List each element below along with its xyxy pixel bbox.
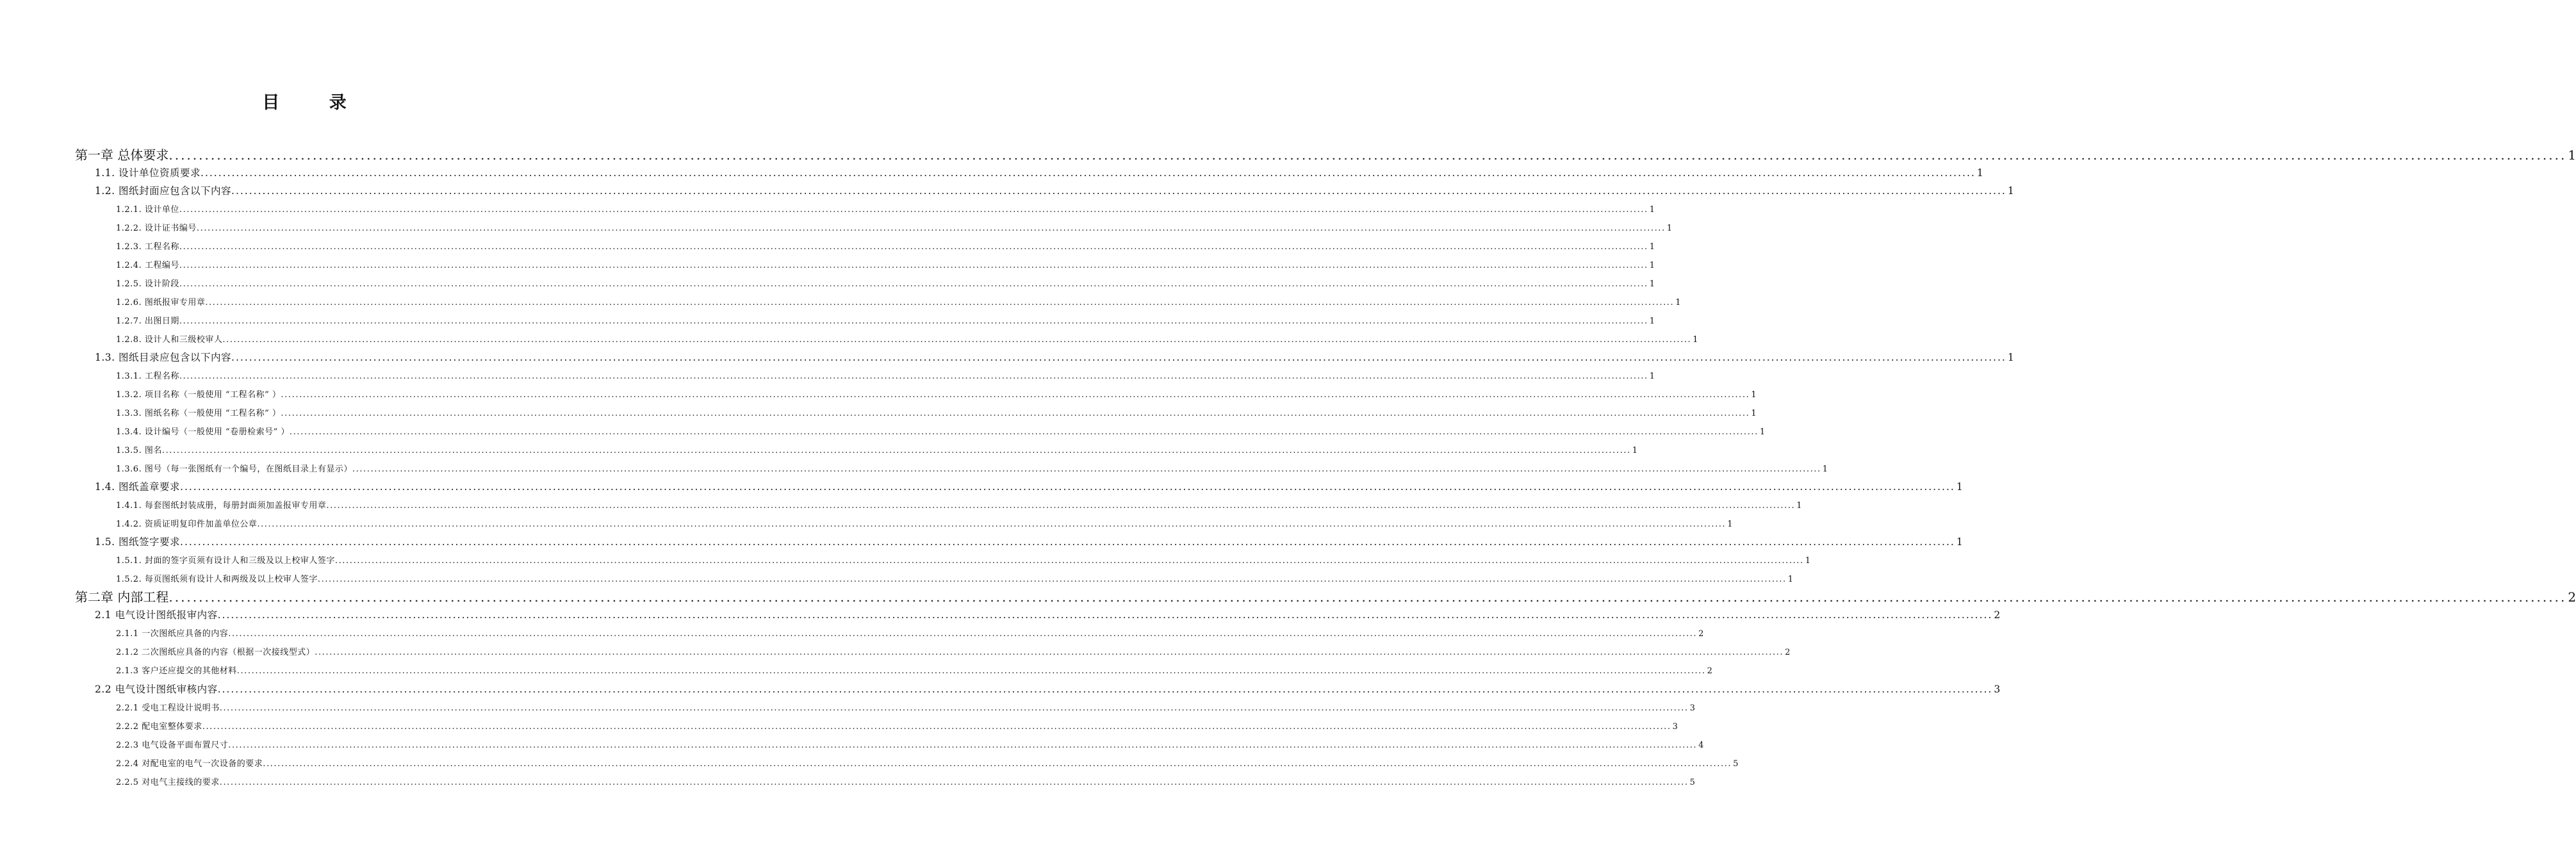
- toc-entry-label: 1.1. 设计单位资质要求: [95, 167, 201, 179]
- toc-leader-dots: ................................................................................................................................................................................................................................................................................................................................................................................................................: [222, 335, 1692, 345]
- toc-leader-dots: ................................................................................................................................................................................................................................................................................................................................................................................................................: [201, 167, 1976, 179]
- toc-entry-label: 2.2.4 对配电室的电气一次设备的要求: [116, 759, 263, 769]
- toc-entry-label: 1.2.7. 出图日期: [116, 316, 179, 326]
- toc-entry-label: 2.2.1 受电工程设计说明书: [116, 703, 220, 713]
- toc-entry[interactable]: [116, 388, 1757, 400]
- toc-leader-dots: ................................................................................................................................................................................................................................................................................................................................................................................................................: [289, 427, 1759, 437]
- toc-entry-label: 1.4.2. 资质证明复印件加盖单位公章: [116, 520, 258, 529]
- toc-entry-label: 1.4.1. 每套图纸封装成册，每册封面须加盖报审专用章: [116, 501, 327, 511]
- toc-entry-label: 1.5.1. 封面的签字页须有设计人和三级及以上校审人签字: [116, 556, 335, 566]
- toc-entry-label: 1.2.8. 设计人和三级校审人: [116, 335, 223, 345]
- toc-entry-page: 1: [1727, 520, 1734, 529]
- toc-leader-dots: ................................................................................................................................................................................................................................................................................................................................................................................................................: [202, 722, 1671, 732]
- toc-entry[interactable]: [116, 645, 1791, 658]
- toc-entry[interactable]: [116, 498, 1803, 511]
- toc-entry-label: 2.2.5 对电气主接线的要求: [116, 778, 220, 787]
- toc-entry[interactable]: [116, 369, 1655, 382]
- toc-entry[interactable]: [95, 534, 1964, 548]
- toc-entry-label: 1.4. 图纸盖章要求: [95, 481, 181, 493]
- toc-entry[interactable]: [116, 314, 1655, 327]
- toc-entry[interactable]: [116, 517, 1734, 530]
- toc-entry-page: 1: [1796, 501, 1803, 511]
- toc-entry-label: 1.2.2. 设计证书编号: [116, 224, 197, 233]
- toc-entry-page: 2: [2568, 589, 2576, 605]
- toc-entry-label: 第一章 总体要求: [75, 147, 169, 163]
- toc-leader-dots: ................................................................................................................................................................................................................................................................................................................................................................................................................: [326, 501, 1796, 511]
- toc-leader-dots: ................................................................................................................................................................................................................................................................................................................................................................................................................: [315, 648, 1784, 657]
- toc-entry-label: 1.3.2. 项目名称（一般使用 “工程名称” ）: [116, 390, 281, 400]
- toc-entry[interactable]: [116, 202, 1655, 215]
- toc-leader-dots: ................................................................................................................................................................................................................................................................................................................................................................................................................: [205, 298, 1675, 308]
- toc-entry[interactable]: [75, 587, 2576, 605]
- toc-leader-dots: ................................................................................................................................................................................................................................................................................................................................................................................................................: [179, 279, 1648, 289]
- toc-entry-page: 1: [1675, 298, 1682, 308]
- toc-leader-dots: ................................................................................................................................................................................................................................................................................................................................................................................................................: [236, 666, 1706, 676]
- toc-entry-label: 1.2.1. 设计单位: [116, 205, 179, 215]
- toc-leader-dots: ................................................................................................................................................................................................................................................................................................................................................................................................................: [180, 481, 1955, 493]
- toc-entry-page: 1: [1976, 167, 1984, 179]
- toc-entry[interactable]: [116, 277, 1655, 290]
- toc-entry[interactable]: [116, 701, 1696, 714]
- toc-leader-dots: ................................................................................................................................................................................................................................................................................................................................................................................................................: [219, 778, 1689, 787]
- toc-leader-dots: ................................................................................................................................................................................................................................................................................................................................................................................................................: [217, 684, 1993, 695]
- toc-entry-page: 1: [2568, 147, 2576, 163]
- toc-entry-page: 5: [1689, 778, 1696, 787]
- toc-entry[interactable]: [116, 443, 1638, 456]
- toc-entry-label: 1.3.1. 工程名称: [116, 372, 179, 381]
- toc-entry[interactable]: [116, 775, 1696, 788]
- toc-title: 目 录: [262, 93, 368, 113]
- toc-entry[interactable]: [116, 240, 1655, 252]
- toc-entry[interactable]: [95, 607, 2001, 621]
- toc-entry-page: 4: [1698, 741, 1704, 750]
- toc-leader-dots: ................................................................................................................................................................................................................................................................................................................................................................................................................: [228, 629, 1698, 639]
- toc-leader-dots: ................................................................................................................................................................................................................................................................................................................................................................................................................: [168, 589, 2567, 605]
- toc-entry[interactable]: [116, 258, 1655, 271]
- toc-leader-dots: ................................................................................................................................................................................................................................................................................................................................................................................................................: [179, 242, 1648, 252]
- toc-entry-label: 2.2.3 电气设备平面布置尺寸: [116, 741, 229, 750]
- toc-entry[interactable]: [75, 145, 2576, 163]
- toc-entry-page: 3: [1689, 703, 1696, 713]
- toc-entry[interactable]: [116, 221, 1673, 234]
- toc-entry[interactable]: [95, 350, 2015, 364]
- toc-entry-page: 1: [1751, 390, 1757, 400]
- toc-entry-page: 1: [1649, 242, 1655, 252]
- toc-entry[interactable]: [116, 332, 1699, 345]
- toc-entry[interactable]: [95, 183, 2015, 197]
- toc-entry-page: 1: [1632, 446, 1638, 455]
- toc-entry-label: 1.2.4. 工程编号: [116, 261, 179, 270]
- toc-entry[interactable]: [95, 165, 1984, 179]
- toc-entry-page: 1: [1649, 279, 1655, 289]
- toc-leader-dots: ................................................................................................................................................................................................................................................................................................................................................................................................................: [231, 185, 2006, 197]
- toc-leader-dots: ................................................................................................................................................................................................................................................................................................................................................................................................................: [180, 536, 1955, 548]
- toc-leader-dots: ................................................................................................................................................................................................................................................................................................................................................................................................................: [179, 316, 1648, 326]
- toc-entry-label: 1.2. 图纸封面应包含以下内容: [95, 185, 232, 197]
- toc-entry-page: 1: [1956, 481, 1964, 493]
- toc-entry[interactable]: [116, 572, 1794, 585]
- toc-entry-page: 1: [2007, 352, 2015, 363]
- toc-leader-dots: ................................................................................................................................................................................................................................................................................................................................................................................................................: [263, 759, 1732, 769]
- toc-entry-label: 1.5. 图纸签字要求: [95, 536, 181, 548]
- toc-entry-label: 1.2.5. 设计阶段: [116, 279, 179, 289]
- toc-entry-page: 1: [1805, 556, 1811, 566]
- toc-entry-label: 2.1.2 二次图纸应具备的内容（根据一次接线型式）: [116, 648, 315, 657]
- toc-entry-label: 2.2.2 配电室整体要求: [116, 722, 202, 732]
- toc-entry-page: 1: [1787, 575, 1794, 584]
- toc-entry[interactable]: [95, 479, 1964, 493]
- toc-entry-page: 1: [1666, 224, 1673, 233]
- toc-leader-dots: ................................................................................................................................................................................................................................................................................................................................................................................................................: [257, 520, 1727, 529]
- toc-entry-page: 1: [1649, 205, 1655, 215]
- toc-entry-page: 1: [1693, 335, 1699, 345]
- toc-entry[interactable]: [116, 406, 1757, 419]
- toc-leader-dots: ................................................................................................................................................................................................................................................................................................................................................................................................................: [334, 556, 1804, 566]
- toc-entry-label: 1.5.2. 每页图纸须有设计人和两级及以上校审人签字: [116, 575, 318, 584]
- toc-entry-page: 3: [1672, 722, 1678, 732]
- toc-entry[interactable]: [95, 682, 2001, 696]
- toc-entry-page: 2: [1785, 648, 1791, 657]
- toc-entry-page: 1: [1751, 409, 1757, 418]
- toc-entry-page: 1: [1649, 261, 1655, 270]
- toc-leader-dots: ................................................................................................................................................................................................................................................................................................................................................................................................................: [179, 205, 1648, 215]
- toc-leader-dots: ................................................................................................................................................................................................................................................................................................................................................................................................................: [228, 741, 1698, 750]
- toc-entry-label: 第二章 内部工程: [75, 589, 169, 605]
- toc-entry[interactable]: [116, 462, 1828, 475]
- toc-entry[interactable]: [116, 738, 1704, 751]
- toc-entry-label: 2.1 电气设计图纸报审内容: [95, 609, 218, 621]
- toc-entry-label: 1.3. 图纸目录应包含以下内容: [95, 352, 232, 363]
- toc-leader-dots: ................................................................................................................................................................................................................................................................................................................................................................................................................: [179, 372, 1648, 381]
- toc-entry-page: 1: [1956, 536, 1964, 548]
- toc-leader-dots: ................................................................................................................................................................................................................................................................................................................................................................................................................: [317, 575, 1787, 584]
- toc-leader-dots: ................................................................................................................................................................................................................................................................................................................................................................................................................: [352, 464, 1821, 474]
- toc-entry[interactable]: [116, 295, 1682, 308]
- toc-entry[interactable]: [116, 719, 1678, 732]
- toc-leader-dots: ................................................................................................................................................................................................................................................................................................................................................................................................................: [161, 446, 1631, 455]
- toc-entry-label: 1.3.4. 设计编号（一般使用 “卷册检索号” ）: [116, 427, 290, 437]
- toc-entry-page: 1: [1759, 427, 1766, 437]
- toc-entry-label: 1.2.6. 图纸报审专用章: [116, 298, 206, 308]
- toc-entry[interactable]: [116, 627, 1704, 639]
- toc-leader-dots: ................................................................................................................................................................................................................................................................................................................................................................................................................: [219, 703, 1689, 713]
- toc-entry[interactable]: [116, 554, 1811, 566]
- toc-entry-page: 2: [1707, 666, 1713, 676]
- toc-leader-dots: ................................................................................................................................................................................................................................................................................................................................................................................................................: [217, 609, 1993, 621]
- toc-entry[interactable]: [116, 664, 1713, 676]
- toc-entry-page: 1: [1649, 316, 1655, 326]
- toc-entry-label: 1.2.3. 工程名称: [116, 242, 179, 252]
- toc-leader-dots: ................................................................................................................................................................................................................................................................................................................................................................................................................: [281, 409, 1750, 418]
- toc-leader-dots: ................................................................................................................................................................................................................................................................................................................................................................................................................: [196, 224, 1666, 233]
- toc-entry-page: 5: [1733, 759, 1739, 769]
- toc-leader-dots: ................................................................................................................................................................................................................................................................................................................................................................................................................: [281, 390, 1750, 400]
- toc-entry-page: 1: [1822, 464, 1828, 474]
- toc-entry-label: 1.3.6. 图号（每一张图纸有一个编号，在图纸目录上有显示）: [116, 464, 352, 474]
- toc-leader-dots: ................................................................................................................................................................................................................................................................................................................................................................................................................: [168, 147, 2567, 163]
- toc-entry-label: 1.3.3. 图纸名称（一般使用 “工程名称” ）: [116, 409, 281, 418]
- toc-entry[interactable]: [116, 425, 1766, 438]
- toc-entry-page: 1: [2007, 185, 2015, 197]
- toc-entry-page: 3: [1994, 684, 2001, 695]
- toc-entry-page: 2: [1994, 609, 2001, 621]
- toc-entry-page: 1: [1649, 372, 1655, 381]
- toc-entry-label: 2.1.1 一次图纸应具备的内容: [116, 629, 229, 639]
- toc-entry-page: 2: [1698, 629, 1704, 639]
- toc-entry-label: 2.1.3 客户还应提交的其他材料: [116, 666, 237, 676]
- toc-entry[interactable]: [116, 757, 1739, 769]
- toc-leader-dots: ................................................................................................................................................................................................................................................................................................................................................................................................................: [231, 352, 2006, 363]
- toc-entry-label: 2.2 电气设计图纸审核内容: [95, 684, 218, 695]
- toc-leader-dots: ................................................................................................................................................................................................................................................................................................................................................................................................................: [179, 261, 1648, 270]
- toc-entry-label: 1.3.5. 图名: [116, 446, 162, 455]
